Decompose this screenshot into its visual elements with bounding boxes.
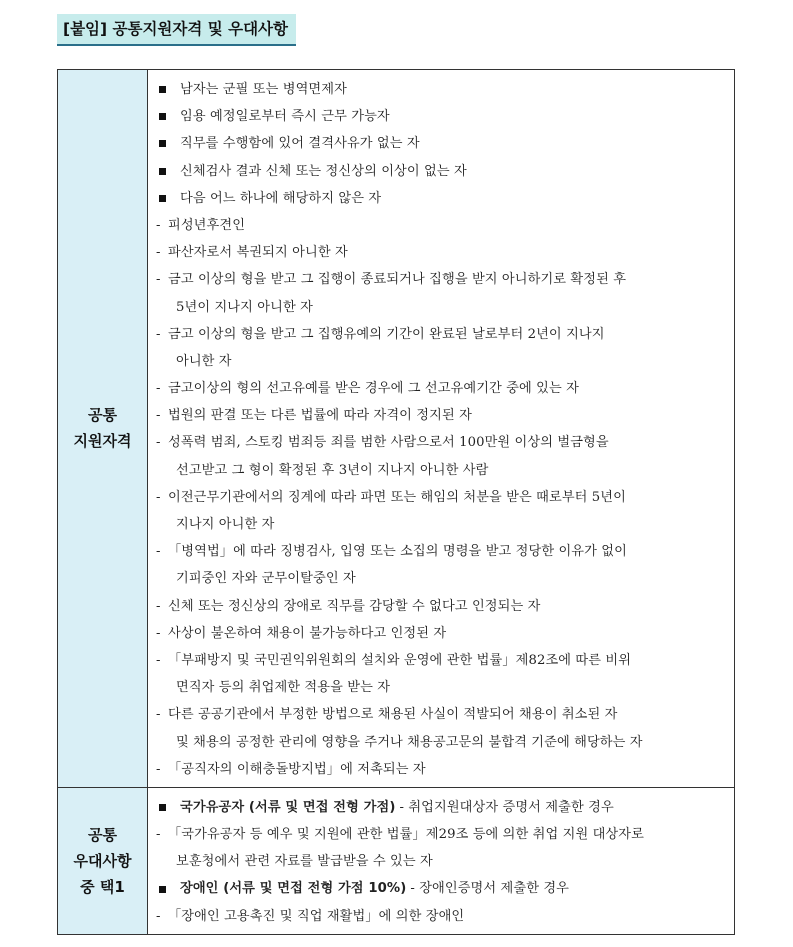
dash-item: - 법원의 판결 또는 다른 법률에 따라 자격이 정지된 자: [156, 402, 726, 429]
dash-item: - 사상이 불온하여 채용이 불가능하다고 인정된 자: [156, 620, 726, 647]
dash-item-text: 피성년후견인: [168, 217, 246, 233]
square-bullet-icon: [159, 168, 166, 175]
preference-row: [58, 787, 735, 934]
eligibility-label: [58, 70, 148, 788]
square-bullet-icon: [159, 886, 166, 893]
eligibility-content: [148, 70, 735, 788]
preference-item: [156, 794, 726, 821]
dash-item-continuation: 아니한 자: [176, 353, 232, 369]
dash-item-text: 「국가유공자 등 예우 및 지원에 관한 법률」제29조 등에 의한 취업 지원 대상자로: [168, 827, 644, 843]
dash-item: - 「국가유공자 등 예우 및 지원에 관한 법률」제29조 등에 의한 취업 지원 대상자로: [156, 821, 726, 848]
dash-item: - 금고이상의 형의 선고유예를 받은 경우에 그 선고유예기간 중에 있는 자: [156, 375, 726, 402]
dash-item-text: 다른 공공기관에서 부정한 방법으로 채용된 사실이 적발되어 채용이 취소된 자: [168, 707, 618, 723]
bullet-text: 다음 어느 하나에 해당하지 않은 자: [180, 190, 382, 206]
bullet-item: [156, 76, 726, 103]
dash-item: - 다른 공공기관에서 부정한 방법으로 채용된 사실이 적발되어 채용이 취소된 자: [156, 701, 726, 728]
dash-item-text: 「공직자의 이해충돌방지법」에 저촉되는 자: [168, 761, 426, 777]
square-bullet-icon: [159, 113, 166, 120]
bullet-text: 남자는 군필 또는 병역면제자: [180, 82, 347, 97]
square-bullet-icon: [159, 195, 166, 202]
dash-item-continuation: 보훈청에서 관련 자료를 발급받을 수 있는 자: [176, 854, 433, 870]
dash-item-continuation: 선고받고 그 형이 확정된 후 3년이 지나지 아니한 사람: [176, 462, 489, 478]
dash-item: - 「부패방지 및 국민권익위원회의 설치와 운영에 관한 법률」제82조에 따른 비위: [156, 647, 726, 674]
preference-label-line: 공통: [88, 825, 117, 844]
bullet-item: [156, 185, 726, 212]
preference-detail: - 장애인증명서 제출한 경우: [410, 881, 570, 897]
dash-item-text: 「부패방지 및 국민권익위원회의 설치와 운영에 관한 법률」제82조에 따른 비위: [168, 652, 632, 668]
dash-item: - 이전근무기관에서의 징계에 따라 파면 또는 해임의 처분을 받은 때로부터 5년이: [156, 484, 726, 511]
dash-item-continuation: 면직자 등의 취업제한 적용을 받는 자: [176, 680, 391, 696]
eligibility-row: [58, 70, 735, 788]
dash-item: - 성폭력 범죄, 스토킹 범죄등 죄를 범한 사람으로서 100만원 이상의 벌금형을: [156, 429, 726, 456]
bullet-text: 신체검사 결과 신체 또는 정신상의 이상이 없는 자: [180, 163, 467, 179]
square-bullet-icon: [159, 804, 166, 811]
bullet-item: [156, 130, 726, 157]
dash-item-continuation: 및 채용의 공정한 관리에 영향을 주거나 채용공고문의 불합격 기준에 해당하는 자: [176, 734, 643, 750]
dash-item-text: 성폭력 범죄, 스토킹 범죄등 죄를 범한 사람으로서 100만원 이상의 벌금형을: [168, 435, 609, 451]
dash-item-text: 신체 또는 정신상의 장애로 직무를 감당할 수 없다고 인정되는 자: [168, 598, 541, 614]
preference-label: [58, 787, 148, 934]
dash-item-continuation: 기피중인 자와 군무이탈중인 자: [176, 571, 356, 587]
dash-item-continuation: 지나지 아니한 자: [176, 517, 275, 532]
dash-item-text: 금고 이상의 형을 받고 그 집행이 종료되거나 집행을 받지 아니하기로 확정된 후: [168, 272, 627, 288]
preference-label-line: 우대사항: [73, 851, 132, 870]
bullet-item: [156, 158, 726, 185]
dash-item-text: 금고이상의 형의 선고유예를 받은 경우에 그 선고유예기간 중에 있는 자: [168, 381, 579, 397]
bullet-text: 임용 예정일로부터 즉시 근무 가능자: [180, 109, 390, 125]
dash-item-text: 사상이 불온하여 채용이 불가능하다고 인정된 자: [168, 625, 447, 641]
dash-item-text: 파산자로서 복권되지 아니한 자: [168, 245, 348, 261]
bullet-item: [156, 103, 726, 130]
dash-item: - 금고 이상의 형을 받고 그 집행이 종료되거나 집행을 받지 아니하기로 확정된 후: [156, 266, 726, 293]
dash-item-text: 「장애인 고용촉진 및 직업 재활법」에 의한 장애인: [168, 908, 465, 924]
dash-item-text: 법원의 판결 또는 다른 법률에 따라 자격이 정지된 자: [168, 408, 472, 424]
dash-item: - 「병역법」에 따라 징병검사, 입영 또는 소집의 명령을 받고 정당한 이유가 없이: [156, 538, 726, 565]
preference-content: [148, 787, 735, 934]
preference-title: 장애인 (서류 및 면접 전형 가점 10%): [180, 881, 407, 897]
square-bullet-icon: [159, 140, 166, 147]
page-heading: [붙임] 공통지원자격 및 우대사항: [57, 14, 296, 46]
preference-title: 국가유공자 (서류 및 면접 전형 가점): [180, 799, 396, 815]
dash-item-text: 이전근무기관에서의 징계에 따라 파면 또는 해임의 처분을 받은 때로부터 5년이: [168, 489, 626, 505]
dash-item-continuation: 5년이 지나지 아니한 자: [176, 299, 313, 315]
requirements-table: [57, 69, 735, 935]
dash-item: - 「공직자의 이해충돌방지법」에 저촉되는 자: [156, 756, 726, 783]
dash-item: - 「장애인 고용촉진 및 직업 재활법」에 의한 장애인: [156, 903, 726, 930]
dash-item: - 금고 이상의 형을 받고 그 집행유예의 기간이 완료된 날로부터 2년이 지나지: [156, 321, 726, 348]
eligibility-label-line: 지원자격: [73, 432, 132, 451]
square-bullet-icon: [159, 86, 166, 93]
preference-label-line: 중 택1: [80, 877, 125, 896]
dash-item: - 파산자로서 복권되지 아니한 자: [156, 239, 726, 266]
dash-item: - 피성년후견인: [156, 212, 726, 239]
preference-detail: - 취업지원대상자 증명서 제출한 경우: [399, 799, 614, 815]
eligibility-label-line: 공통: [88, 406, 117, 425]
dash-item: - 신체 또는 정신상의 장애로 직무를 감당할 수 없다고 인정되는 자: [156, 593, 726, 620]
dash-item-text: 금고 이상의 형을 받고 그 집행유예의 기간이 완료된 날로부터 2년이 지나지: [168, 326, 605, 342]
dash-item-text: 「병역법」에 따라 징병검사, 입영 또는 소집의 명령을 받고 정당한 이유가 없이: [168, 544, 627, 560]
preference-item: [156, 875, 726, 902]
bullet-text: 직무를 수행함에 있어 결격사유가 없는 자: [180, 136, 420, 152]
